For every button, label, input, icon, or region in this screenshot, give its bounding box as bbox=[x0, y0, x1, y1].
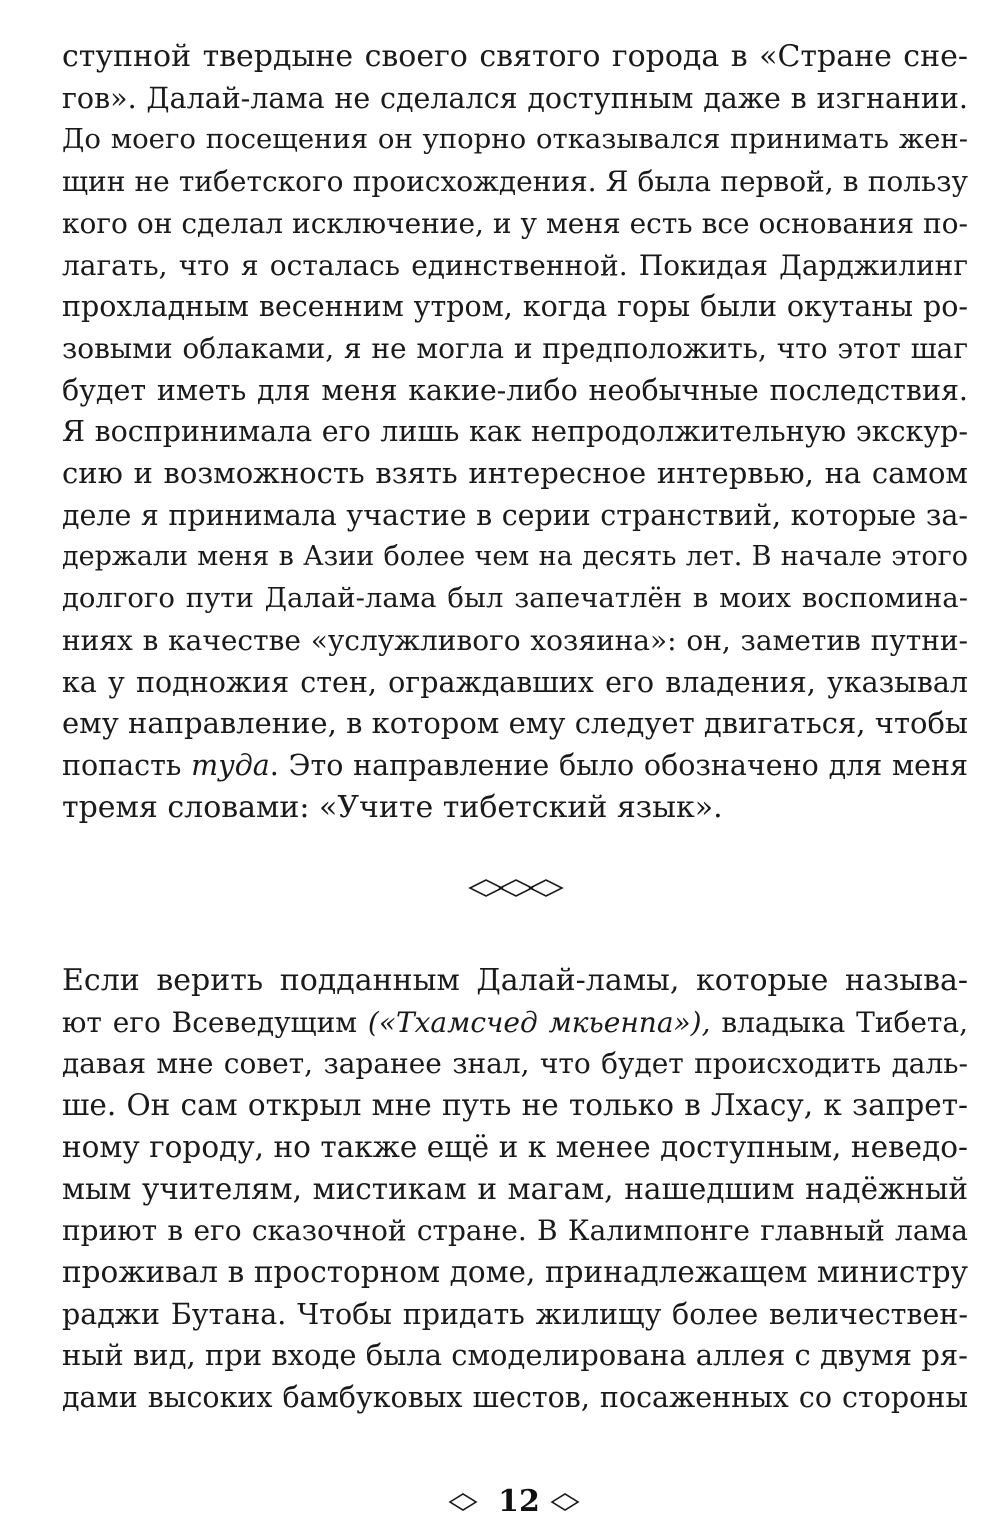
diamond-outline-icon bbox=[448, 1491, 478, 1513]
triple-diamond-ornament-icon bbox=[468, 876, 564, 900]
text-line: приют в его сказочной стране. В Калимпонге главный лама bbox=[62, 1214, 968, 1248]
italic-word: туда bbox=[191, 748, 270, 782]
text-line bbox=[62, 1002, 968, 1044]
text-line: ный вид, при входе была смоделирована аллея с двумя ря- bbox=[62, 1338, 968, 1373]
text-span: попасть bbox=[62, 748, 192, 782]
text-line: лагать, что я осталась единственной. Покидая Дарджилинг bbox=[62, 248, 968, 282]
text-line: щин не тибетского происхождения. Я была первой, в пользу bbox=[62, 165, 968, 199]
text-line: ше. Он сам открыл мне путь не только в Лхасу, к запрет- bbox=[62, 1088, 968, 1123]
text-line: раджи Бутана. Чтобы придать жилищу более величествен- bbox=[62, 1297, 968, 1331]
text-line: дами высоких бамбуковых шестов, посаженных со стороны bbox=[62, 1381, 968, 1415]
page-number: 12 bbox=[498, 1484, 540, 1519]
text-line: прохладным весенним утром, когда горы были окутаны ро- bbox=[62, 290, 968, 324]
page-footer bbox=[448, 1483, 588, 1523]
text-line: ка у подножия стен, ограждавших его владения, указывал bbox=[62, 665, 968, 699]
text-line: ступной твердыне своего святого города в «Стране сне- bbox=[62, 39, 968, 74]
paragraph-2 bbox=[62, 960, 968, 1419]
text-line: будет иметь для меня какие-либо необычные последствия. bbox=[62, 373, 968, 407]
paragraph-1 bbox=[62, 36, 968, 828]
text-line: мым учителям, мистикам и магам, нашедшим надёжный bbox=[62, 1171, 968, 1206]
text-line: Если верить подданным Далай-ламы, которые называ- bbox=[62, 963, 968, 998]
text-span: ют его Всеведущим bbox=[62, 1005, 368, 1039]
text-line: зовыми облаками, я не могла и предположить, что этот шаг bbox=[62, 331, 968, 365]
text-span: владыка Тибета, bbox=[710, 1005, 968, 1039]
text-line: давая мне совет, заранее знал, что будет происходить даль- bbox=[62, 1047, 968, 1081]
text-line: ному городу, но также ещё и к менее доступным, неведо- bbox=[62, 1129, 968, 1164]
text-line: держали меня в Азии более чем на десять лет. В начале этого bbox=[62, 541, 968, 573]
text-line bbox=[62, 745, 968, 787]
text-line: тремя словами: «Учите тибетский язык». bbox=[62, 789, 723, 825]
text-line: деле я принимала участие в серии странствий, которые за- bbox=[62, 498, 968, 532]
text-line: ниях в качестве «услужливого хозяина»: он, заметив путни- bbox=[62, 623, 968, 657]
text-line: проживал в просторном доме, принадлежащем министру bbox=[62, 1254, 968, 1289]
text-line: кого он сделал исключение, и у меня есть все основания по- bbox=[62, 206, 968, 240]
text-span: . Это направление было обозначено для меня bbox=[269, 748, 968, 782]
italic-phrase: («Тхамсчед мкьенпа»), bbox=[367, 1005, 711, 1039]
diamond-outline-icon bbox=[550, 1491, 580, 1513]
text-line: ему направление, в котором ему следует двигаться, чтобы bbox=[62, 706, 968, 741]
text-line: Я воспринимала его лишь как непродолжительную экскур- bbox=[62, 415, 968, 449]
text-line: До моего посещения он упорно отказывался принимать жен- bbox=[62, 123, 968, 156]
text-line: долгого пути Далай-лама был запечатлён в моих воспомина- bbox=[62, 582, 968, 615]
text-line: гов». Далай-лама не сделался доступным даже в изгнании. bbox=[62, 81, 968, 115]
text-line: сию и возможность взять интересное интервью, на самом bbox=[62, 456, 968, 491]
